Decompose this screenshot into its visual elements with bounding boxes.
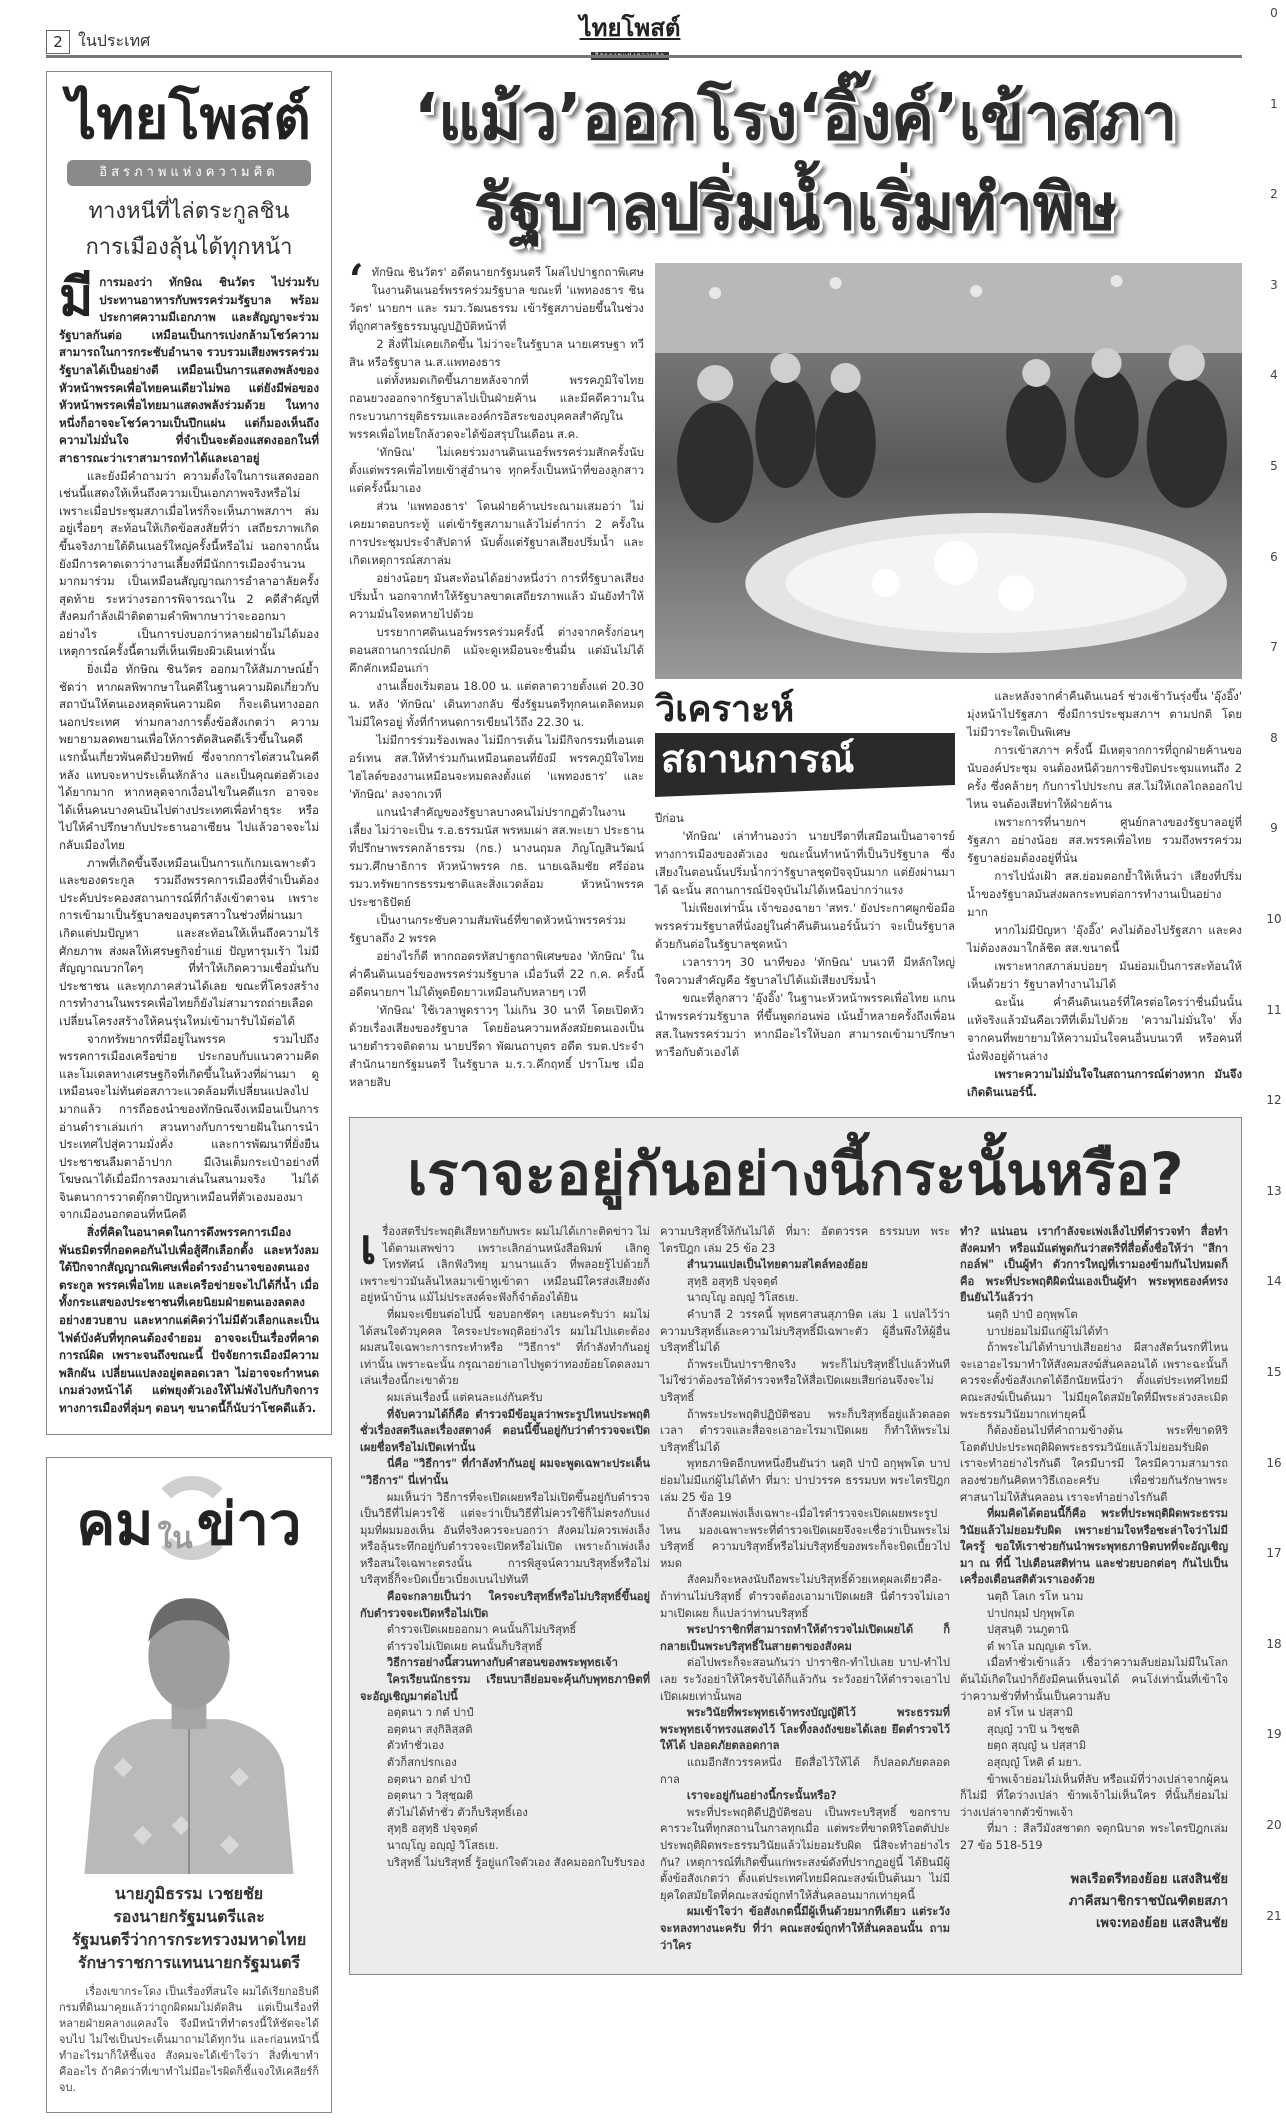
ruler-mark: 10 (1266, 912, 1282, 926)
column-headline: เราจะอยู่กันอย่างนี้กระนั้นหรือ? (407, 1140, 1184, 1208)
paragraph: ตํ พาโล มญฺญเต รโห. (986, 1639, 1092, 1653)
paragraph: 'ทักษิณ' ไม่เคยร่วมงานดินเนอร์พรรคร่วมสักครั้งนับตั้งแต่พรรคเพื่อไทยเข้าสู่อำนาจ ทุกครั้งเป็นหน้าที่ของลูกสาว แต่ครั้งนี้มาเอง (349, 445, 644, 495)
logo-word: คม (76, 1489, 154, 1558)
paragraph: แกนนำสำคัญของรัฐบาลบางคนไม่ปรากฏตัวในงานเลี้ยง ไม่ว่าจะเป็น ร.อ.ธรรมนัส พรหมเผ่า สส.พะเยา ประธานที่ปรึกษาพรรคกล้าธรรม (กธ.) นางนฤมล ภิญโญสินวัฒน์ รมว.ศึกษาธิการ หัวหน้าพรรค กธ. นายเฉลิมชัย ศรีอ่อน รมว.ทรัพยากรธรรมชาติและสิ่งแวดล้อม หัวหน้าพรรคประชาธิปัตย์ (349, 805, 644, 909)
section-name: ในประเทศ (78, 31, 151, 50)
paragraph: ส่วน 'แพทองธาร' โดนฝ่ายค้านประณามเสมอว่า ไม่เคยมาตอบกระทู้ แต่เข้ารัฐสภามาแล้วไม่ต่ำกว่า 2 ครั้งในการประชุมประจำสัปดาห์ นับตั้งแต่รัฐบาลเสียงปริ่มน้ำ และเกิดเหตุการณ์สภาล่ม (349, 499, 644, 567)
ruler-mark: 15 (1266, 1365, 1282, 1379)
paragraph: ไม่เพียงเท่านั้น เจ้าของฉายา 'สทร.' ยังประกาศผูกข้อมือพรรคร่วมรัฐบาลที่นั่งอยู่ในค่ำคืนดินเนอร์นั้นว่า จะเป็นรัฐบาลด้วยกันต่อในรัฐบาลชุดหน้า (655, 901, 955, 951)
paragraph: บรรยากาศดินเนอร์พรรคร่วมครั้งนี้ ต่างจากครั้งก่อนๆ ตอนสถานการณ์ปกติ แม้จะดูเหมือนจะชื่นมื่น แต่มันไม่ได้คึกคักเหมือนเก่า (349, 625, 644, 675)
ruler-mark: 0 (1270, 6, 1278, 20)
caption-line: รักษาราชการแทนนายกรัฐมนตรี (77, 1952, 301, 1972)
paragraph: อตฺตนา อกตํ ปาปํ (386, 1772, 471, 1786)
paragraph: เมื่อทำชั่วเข้าแล้ว เชื่อว่าความลับย่อมไม่มีในโลก ต้นไม้เกิดในป่าก็ยังมีคนเห็นจนได้ คนโง่เท่านั้นที่เข้าใจว่าความชั่วที่ทำนั้นเป็นความลับ (960, 1656, 1228, 1703)
paragraph: ไม่มีการร่วมร้องเพลง ไม่มีการเต้น ไม่มีกิจกรรมที่เอนเตอร์เทน สส.ให้ทำร่วมกันเหมือนตอนที่ยังมี พรรคภูมิใจไทย ไฮไลต์ของงานเหมือนจะหมดลงตั้งแต่ 'แพทองธาร' และ 'ทักษิณ' ลงจากเวที (349, 733, 644, 801)
caption-line: นายภูมิธรรม เวชยชัย (114, 1883, 264, 1903)
paragraph: อย่างไรก็ดี หากถอดรหัสปาฐกถาพิเศษของ 'ทักษิณ' ในค่ำคืนดินเนอร์ของพรรคร่วมรัฐบาล เมื่อวันที่ 22 ก.ค. ครั้งนี้ อดีตนายกฯ ไม่ได้พูดยืดยาวเหมือนกับหลายๆ เวที (349, 949, 644, 999)
paragraph-list (660, 1224, 950, 1954)
paragraph: แต่ทั้งหมดเกิดขึ้นภายหลังจากที่ พรรคภูมิใจไทย ถอนยวงออกจากรัฐบาลไปเป็นฝ่ายค้าน และมีคดีความในกระบวนการยุติธรรมและองค์กรอิสระของบุคคลสำคัญในพรรคเพื่อไทยใกล้งวดจะได้ข้อสรุปในเดือน ส.ค. (349, 373, 644, 441)
caption-line: รัฐมนตรีว่าการกระทรวงมหาดไทย (71, 1929, 307, 1949)
paragraph: สุทฺธิ อสุทฺธิ ปจฺจตฺตํ (386, 1822, 478, 1836)
paragraph: ถ้าสังคมเพ่งเล็งเฉพาะ-เมื่อไรตำรวจจะเปิดเผยพระรูปไหน มองเฉพาะพระที่ตำรวจเปิดเผยจึงจะเชื่อว่าเป็นพระไม่บริสุทธิ์ ความบริสุทธิ์หรือไม่บริสุทธิ์ของพระก็จะบิดเบี้ยวไปหมด (660, 1507, 950, 1570)
paragraph: การไปนั่งเฝ้า สส.ย่อมตอกย้ำให้เห็นว่า เสียงที่ปริ่มน้ำของรัฐบาลมันส่งผลกระทบต่อการทำงานเป็นอย่างมาก (967, 869, 1242, 919)
paragraph: นาญฺโญ อญฺญํ วิโสธเย. (686, 1291, 799, 1305)
paragraph: นี่คือ "วิธีการ" ที่กำลังทำกันอยู่ ผมจะพูดเฉพาะประเด็น "วิธีการ" นี่เท่านั้น (360, 1457, 650, 1487)
caption-line: รองนายกรัฐมนตรีและ (113, 1906, 265, 1926)
ruler-mark: 13 (1266, 1183, 1282, 1198)
ruler-mark: 4 (1270, 368, 1278, 383)
ruler-mark: 20 (1266, 1818, 1282, 1832)
paragraph: ที่ผมคิดได้ตอนนี้ก็คือ พระที่ประพฤติผิดพระธรรมวินัยแล้วไม่ยอมรับผิด เพราะย่ามใจหรือชะล่าใจว่าไม่มีใครรู้ ขอให้เราช่วยกันนำพระพุทธภาษิตบทที่จะอัญเชิญมา ณ ที่นี้ ไปเตือนสติท่าน และช่วยบอกต่อๆ กันไปเป็นเครื่องเตือนสติตัวเราเองด้วย (960, 1507, 1228, 1587)
quote-mark-icon: ‘ (349, 255, 364, 304)
paragraph: บริสุทธิ์ ไม่บริสุทธิ์ รู้อยู่แก่ใจตัวเอง สังคมออกใบรับรอง (386, 1855, 645, 1869)
paragraph-list (655, 809, 955, 1061)
paragraph: อหํ รโห น ปสฺสามิ (986, 1706, 1074, 1720)
logo-word: ใน (157, 1520, 193, 1556)
paragraph-list (960, 1224, 1228, 1855)
paragraph: และยังมีคำถามว่า ความตั้งใจในการแสดงออกเช่นนี้แสดงให้เห็นถึงความเป็นเอกภาพจริงหรือไม่ เพราะเมื่อประชุมสภาเมื่อไหร่ก็จะเห็นภาพสภาฯ ล่มอยู่เรื่อยๆ สะท้อนให้เกิดข้อสงสัยที่ว่า เสถียรภาพเกิดขึ้นจริงภายใต้ดินเนอร์ใหญ่ครั้งนี้หรือไม่ นอกจากนั้นยังมีการคาดเดาว่างานเลี้ยงที่มีนักการเมืองจำนวนมากมาร่วม เป็นเหมือนสัญญาณการอำลาอาลัยครั้งสุดท้าย ระหว่างรอการพิจารณาใน 2 คดีสำคัญที่สังคมกำลังเฝ้าติดตามคำพิพากษาว่าจะออกมาอย่างไร เป็นการบ่งบอกว่าหลายฝ่ายไม่ได้มองเหตุการณ์ครั้งนี้ตามที่เห็นเพียงผิวเผินเท่านั้น (59, 468, 319, 659)
paragraph: พระปาราชิกที่สามารถทำให้ตำรวจไม่เปิดเผยได้ ก็กลายเป็นพระบริสุทธิ์ในสายตาของสังคม (660, 1623, 950, 1653)
paragraph: ใครเรียนนักธรรม เรียนบาลีย่อมจะคุ้นกับพุทธภาษิตที่จะอัญเชิญมาต่อไปนี้ (360, 1673, 650, 1703)
page-layout (46, 0, 1242, 2113)
paragraph: ปสฺสนฺติ วนภูตานิ (986, 1623, 1069, 1637)
ruler-mark: 12 (1266, 1093, 1282, 1108)
ruler-mark: 11 (1266, 1002, 1282, 1017)
page-number: 2 (46, 30, 70, 54)
paragraph: และหลังจากค่ำคืนดินเนอร์ ช่วงเช้าวันรุ่งขึ้น 'อุ๊งอิ๊ง' มุ่งหน้าไปรัฐสภา ซึ่งมีการประชุมสภาฯ ตามปกติ โดยไม่มีวาระใดเป็นพิเศษ (967, 689, 1242, 739)
ruler-mark: 1 (1270, 96, 1278, 111)
paragraph: การมองว่า ทักษิณ ชินวัตร ไปร่วมรับประทานอาหารกับพรรคร่วมรัฐบาล พร้อมประกาศความมีเอกภาพ และสัญญาจะร่วมรัฐบาลกันต่อ เหมือนเป็นการเบ่งกล้ามโชว์ความสามารถในการกระชับอำนาจ รวบรวมเสียงพรรคร่วมรัฐบาลได้เป็นอย่างดี เหมือนเป็นการแสดงพลังของหัวหน้าพรรคเพื่อไทยคนเดียวไม่พอ แต่ยังมีพ่อของหัวหน้าพรรคเพื่อไทยมาแสดงพลังร่วมด้วย ในทางหนึ่งก็อาจจะโชว์ความเป็นปึกแผ่น แต่ก็มองเห็นถึงความไม่มั่นใจ ที่จำเป็นจะต้องแสดงออกในที่สาธารณะว่าเราสามารถทำได้และเอาอยู่ (59, 275, 319, 465)
masthead-title: ไทยโพสต์ (579, 14, 681, 42)
paragraph: ตัวไม่ได้ทำชั่ว ตัวก็บริสุทธิ์เอง (386, 1805, 528, 1819)
editorial-title (59, 194, 319, 266)
paragraph-list (967, 687, 1242, 1101)
kom-nai-khao-box (46, 1457, 332, 2113)
ruler-mark: 19 (1266, 1727, 1282, 1742)
paragraph: ผมเข้าใจว่า ข้อสังเกตนี้มีผู้เห็นด้วยมากทีเดียว แต่ระวังจะหลงทางนะครับ ที่ว่า คณะสงฆ์ถูกทำให้สั่นคลอนนั้น ถามว่าใคร (660, 1905, 950, 1952)
headline-line: รัฐบาลปริ่มน้ำเริ่มทำพิษ (473, 171, 1118, 245)
paragraph: งานเลี้ยงเริ่มตอน 18.00 น. แต่ตลาดวายตั้งแต่ 20.30 น. หลัง 'ทักษิณ' เดินทางกลับ ซึ่งรัฐมนตรีทุกคนเตลิดหมดไม่มีใครอยู่ ทั้งที่กำหนดการเขียนไว้ถึง 22.30 น. (349, 679, 644, 729)
paragraph: 'ทักษิณ' เล่าทำนองว่า นายปรีดาที่เสมือนเป็นอาจารย์ทางการเมืองของตัวเอง ขณะนั้นทำหน้าที่เป็นวิปรัฐบาล ซึ่งเสียงในตอนนั้นปริ่มน้ำกว่ารัฐบาลชุดปัจจุบันมาก แต่ยังผ่านมาได้ ฉะนั้น สถานการณ์ปัจจุบันไม่ได้เหนือบ่ากว่าแรง (655, 829, 955, 897)
paragraph: การเข้าสภาฯ ครั้งนี้ มีเหตุจากการที่ถูกฝ่ายค้านขอนับองค์ประชุม จนต้องหนีด้วยการชิงปิดประชุมแทนถึง 2 ครั้ง ซึ่งคล้ายๆ กับการไปประกบ สส.ไม่ให้เถลไถลออกไปไหน จนต้องเสียท่าให้ฝ่ายค้าน (967, 743, 1242, 811)
editorial-box (46, 71, 332, 1435)
paragraph: อตฺตนา ว วิสุชฺฌติ (386, 1789, 473, 1803)
paragraph: ยตฺถ สุญฺญํ น ปสฺสามิ (986, 1739, 1087, 1753)
ruler-mark: 9 (1270, 821, 1278, 836)
paragraph: ภาพที่เกิดขึ้นจึงเหมือนเป็นการแก้เกมเฉพาะตัวและของตระกูล รวมถึงพรรคการเมืองที่จำเป็นต้องประคับประคองสถานการณ์ที่กำลังเข้าตาจน เพราะการเข้ามาเป็นรัฐบาลของบุตรสาวในช่วงที่ผ่านมาเกิดแต่ปมปัญหา และสะท้อนให้เห็นถึงความไร้ศักยภาพ ส่งผลให้เศรษฐกิจย่ำแย่ ปัญหารุมเร้า ไม่มีสัญญาณบวกใดๆ ที่ทำให้เกิดความเชื่อมั่นกับประชาชน และทุกภาคส่วนได้เลย ขณะที่โครงสร้างการทำงานในพรรคเพื่อไทยก็ยังไม่สามารถถ่ายเลือด เปลี่ยนโครงสร้างให้คนรุ่นใหม่เข้ามารับไม้ต่อได้ (59, 855, 319, 1028)
analysis-label (655, 687, 955, 797)
ruler-mark: 16 (1266, 1455, 1282, 1470)
ruler-mark: 2 (1270, 187, 1278, 202)
paragraph: รื่องสตรีประพฤติเสียหายกับพระ ผมไม่ได้เกาะติดข่าว ไม่ได้ตามเสพข่าว เพราะเลิกอ่านหนังสือพิมพ์ เลิกดูโทรทัศน์ เลิกฟังวิทยุ มานานแล้ว ที่พลอยรู้ไปด้วยก็เพราะข่าวมันล้นไหลมาเข้าหูเข้าตา เหมือนมีใครส่งเสียงดังอยู่หน้าบ้าน แม้ไม่ประสงค์จะฟังก็จำต้องได้ยิน (360, 1225, 650, 1305)
paragraph: พระที่ประพฤติดีปฏิบัติชอบ เป็นพระบริสุทธิ์ ขอกราบคารวะในที่ทุกสถานในกาลทุกเมื่อ แต่พระที่ขาดหิริโอตตัปปะประพฤติผิดพระธรรมวินัยแล้วไม่ยอมรับผิด นี่สิจะทำอย่างไรกัน? เหตุการณ์ที่เกิดขึ้นแก่พระสงฆ์ดังที่ปรากฏอยู่นี้ ได้ยินมีผู้ตั้งข้อสังเกตว่า ตั้งแต่ประเทศไทยมีคณะสงฆ์เป็นต้นมา ไม่มียุคใดสมัยใดที่คณะสงฆ์ถูกทำให้สั่นคลอนมากเท่ายุคนี้ (660, 1805, 950, 1902)
paragraph: เราจะอยู่กันอย่างนี้กระนั้นหรือ? (686, 1789, 837, 1803)
paragraph: เวลาราวๆ 30 นาทีของ 'ทักษิณ' บนเวที มีหลักใหญ่ใจความสำคัญคือ รัฐบาลไปได้แม้เสียงปริ่มน้ำ (655, 955, 955, 987)
thaipost-logo: ไทยโพสต์ (67, 84, 311, 152)
quote-text (59, 1984, 319, 2096)
paragraph-list (349, 255, 644, 1091)
paragraph: เป็นงานกระชับความสัมพันธ์ที่ขาดหัวหน้าพรรคร่วมรัฐบาลถึง 2 พรรค (349, 913, 626, 945)
analysis-label-line1: วิเคราะห์ (655, 689, 795, 730)
paragraph: ขณะที่ลูกสาว 'อุ๊งอิ๊ง' ในฐานะหัวหน้าพรรคเพื่อไทย แกนนำพรรคร่วมรัฐบาล ที่ขึ้นพูดก่อนพ่อ เน้นย้ำหลายครั้งถึงเพื่อน สส.ในพรรคร่วมว่า หากมีอะไรให้บอก สามารถเข้ามาปรึกษาหารือกับตัวเองได้ (655, 991, 955, 1059)
paragraph: อตฺตนา ว กตํ ปาปํ (386, 1706, 474, 1720)
paragraph: ที่ผมจะเขียนต่อไปนี้ ขอบอกชัดๆ เลยนะครับว่า ผมไม่ได้สนใจตัวบุคคล ใครจะประพฤติอย่างไร ผมไม่ไปแตะต้อง ผมสนใจเฉพาะการกระทำหรือ "วิธีการ" ที่กำลังทำกันอยู่เท่านั้น เพราะฉะนั้น กรุณาอย่าเอาไปพูดว่าทองย้อยโดดลงมาเล่นเรื่องนี้กะเขาด้วย (360, 1307, 650, 1388)
byline-line: ภาคีสมาชิกราชบัณฑิตยสภา (1068, 1893, 1228, 1909)
ruler-mark: 18 (1266, 1636, 1282, 1651)
paragraph: อตฺตนา สงฺกิลิสฺสติ (386, 1722, 473, 1736)
paragraph: นาญฺโญ อญฺญํ วิโสธเย. (386, 1838, 499, 1852)
paragraph: ความบริสุทธิ์ให้กันไม่ได้ ที่มา: อัตตวรรค ธรรมบท พระไตรปิฎก เล่ม 25 ข้อ 23 (660, 1225, 950, 1255)
paragraph: เพราะการที่นายกฯ ศูนย์กลางของรัฐบาลอยู่ที่รัฐสภา อย่างน้อย สส.พรรคเพื่อไทย รวมถึงพรรคร่วมรัฐบาลย่อมต้องอยู่ที่นั่น (967, 815, 1242, 865)
story-column-2 (655, 809, 955, 1061)
ruler-mark: 3 (1270, 277, 1278, 292)
paragraph: ตัวทำชั่วเอง (386, 1739, 444, 1753)
paragraph: ปาปกมฺมํ ปกุพฺพโต (986, 1606, 1075, 1620)
paragraph: นตฺถิ ปาปํ อกุพฺพโต (986, 1307, 1078, 1321)
paragraph-list (360, 1219, 650, 1871)
portrait-photo (61, 1574, 317, 1874)
paragraph: นตฺถิ โลเก รโห นาม (986, 1590, 1084, 1604)
logo-tagline: อิสรภาพแห่งความคิด (67, 160, 311, 186)
paragraph: ยิ่งเมื่อ ทักษิณ ชินวัตร ออกมาให้สัมภาษณ์ย้ำชัดว่า หากผลพิพากษาในคดีในฐานความผิดเกี่ยวกับสถาบันให้ตนเองหลุดพ้นความผิด ก็จะเดินทางออกนอกประเทศ ท่ามกลางการตั้งข้อสังเกตว่า ความพยายามลดพยานเพื่อให้การตัดสินคดีเร็วขึ้นในคดีแรกนั้นเกี่ยวพันคดีป่วยทิพย์ ซึ่งจากการไต่สวนในคดีหลัง แทบจะหาประเด็นหักล้าง และเป็นคุณต่อตัวเองได้ยากมาก หากหลุดจากเงื่อนไขในคดีแรก อาจจะได้เห็นคนบางคนบินไปต่างประเทศเพื่อทำธุระ หรือไปให้คำปรึกษากับประธานอาเซียน ไปแล้วอาจจะไม่กลับเมืองไทย (59, 662, 319, 852)
paragraph: เพราะหากสภาล่มบ่อยๆ มันย่อมเป็นการสะท้อนให้เห็นด้วยว่า รัฐบาลทำงานไม่ได้ (967, 959, 1242, 991)
paragraph: สุญฺญํ วาปิ น วิชฺชติ (986, 1722, 1080, 1736)
paragraph-list (59, 268, 319, 1418)
paragraph: จากทรัพยากรที่มีอยู่ในพรรค รวมไปถึงพรรคการเมืองเครือข่าย ประกอบกับแนวความคิด และโมเดลทางเศรษฐกิจที่เกิดขึ้นในห้วงที่ผ่านมา ดูเหมือนจะไม่ทันต่อสภาวะแวดล้อมที่เปลี่ยนแปลงไปมากแล้ว การถือธงนำของทักษิณจึงเหมือนเป็นการอ่านตำราเล่มเก่า สวนทางกับการขายฝันในการนำประเทศไปสู่ความมั่งคั่ง และการพัฒนาที่ยั่งยืน ประชาชนลืมตาอ้าปาก มีเงินเต็มกระเป๋าอย่างที่โฆษณาได้เมื่อมีการลงมาเล่นในสนามจริง ไม่ได้จินตนาการวาดตุ๊กตาปัญหาเหมือนที่ตัวเองมองมาจากเมืองนอกตอนที่หนีคดี (59, 1031, 319, 1222)
story-column-3 (967, 687, 1242, 1101)
main-story (349, 255, 1242, 1101)
byline-line: พลเรือตรีทองย้อย แสงสินชัย (1070, 1871, 1228, 1887)
headline-line: ‘แม้ว’ออกโรง‘อิ๊งค์’เข้าสภา (413, 81, 1178, 155)
label-wedge (655, 785, 955, 797)
paragraph: อย่างน้อยๆ มันสะท้อนได้อย่างหนึ่งว่า การที่รัฐบาลเสียงปริ่มน้ำ นอกจากทำให้รัฐบาลขาดเสถียรภาพแล้ว มันยังทำให้ความมั่นใจหดหายไปด้วย (349, 571, 644, 621)
editorial-body (59, 268, 319, 1418)
dinner-party-photo (655, 263, 1242, 679)
story-column-1 (349, 255, 644, 1091)
byline-line: เพจ:ทองย้อย แสงสินชัย (1095, 1915, 1228, 1931)
paragraph: ถ้าพระประพฤติปฏิบัติชอบ พระก็บริสุทธิ์อยู่แล้วตลอดเวลา ตำรวจและสื่อจะเอาอะไรมาเปิดเผย ก็ทำให้พระไม่บริสุทธิ์ไม่ได้ (660, 1407, 950, 1454)
paragraph: บาปย่อมไม่มีแก่ผู้ไม่ได้ทำ (986, 1324, 1109, 1338)
paragraph: ทักษิณ ชินวัตร' อดีตนายกรัฐมนตรี โผล่ไปปาฐกถาพิเศษ ในงานดินเนอร์พรรคร่วมรัฐบาล ขณะที่ 'แพทองธาร ชินวัตร' นายกฯ และ รมว.วัฒนธรรม เข้ารัฐสภาบ่อยขึ้นในช่วงที่ถูกศาลรัฐธรรมนูญปฏิบัติหน้าที่ (349, 265, 644, 333)
left-column (46, 71, 332, 2113)
paragraph: สิ่งที่คิดในอนาคตในการดึงพรรคการเมืองพันธมิตรที่กอดคอกันไปเพื่อสู้ศึกเลือกตั้ง และหวังลมใต้ปีกจากสัญญาณพิเศษเพื่อดำรงอำนาจของตนเอง ตระกูล พรรคเพื่อไทย และเครือข่ายจะไปได้กี่น้ำ เมื่อทั้งกระแสของประชาชนที่เคยนิยมฝ่ายตนเองลดลงอย่างฮวบฮาบ และหากแต่คิดว่าไม่มีตัวเลือกและเป็นไฟต์บังคับที่ทุกคนต้องจำยอม อาจจะเป็นเรื่องที่คาดการณ์ผิด เพราะจนถึงขณะนี้ ปัจจัยการเมืองมีความพลิกผัน เปลี่ยนแปลงอยู่ตลอดเวลา ไม่อาจจะกำหนดเกมล่วงหน้าได้ แต่พยุงตัวเองให้ไม่พังไปกับกิจการทางการเมืองที่ลุ่มๆ ดอนๆ ขนาดนี้ก็นับว่าโชคดีแล้ว. (59, 1225, 319, 1415)
kom-nai-khao-logo (59, 1472, 319, 1564)
ruler-mark: 21 (1266, 1908, 1282, 1923)
analysis-label-line2: สถานการณ์ (655, 733, 955, 785)
story-column-2-wrap (655, 687, 955, 1061)
paragraph: ทำ? แน่นอน เรากำลังจะเพ่งเล็งไปที่ตำรวจทำ สื่อทำ สังคมทำ หรือแม้แต่พูดกันว่าสตรีที่สื่อตั้งชื่อให้ว่า "สีกากอล์ฟ" เป็นผู้ทำ ตัวการใหญ่ที่เรามองข้ามกันไปหมดก็คือ พระที่ประพฤติผิดนั่นเองเป็นผู้ทำ พระพุทธองค์ทรงยืนยันไว้แล้วว่า (960, 1225, 1228, 1305)
drop-cap: เ (360, 1219, 377, 1275)
paragraph: เพราะความไม่มั่นใจในสถานการณ์ต่างหาก มันจึงเกิดดินเนอร์นี้. (967, 1067, 1242, 1099)
title-line: การเมืองลุ้นได้ทุกหน้า (85, 235, 293, 260)
paragraph: สังคมก็จะหลงนับถือพระไม่บริสุทธิ์ด้วยเหตุผลเดียวคือ-ถ้าท่านไม่บริสุทธิ์ ตำรวจต้องเอามาเปิดเผยสิ นี่ตำรวจไม่เอามาเปิดเผย ก็แปลว่าท่านบริสุทธิ์ (660, 1573, 950, 1620)
paragraph: คือจะกลายเป็นว่า ใครจะบริสุทธิ์หรือไม่บริสุทธิ์ขึ้นอยู่กับตำรวจจะเปิดหรือไม่เปิด (360, 1590, 650, 1620)
main-headline (349, 73, 1242, 253)
paragraph: 2 สิ่งที่ไม่เคยเกิดขึ้น ไม่ว่าจะในรัฐบาล นายเศรษฐา ทวีสิน หรือรัฐบาล น.ส.แพทองธาร (349, 337, 644, 369)
paragraph: ที่จับความได้ก็คือ ตำรวจมีข้อมูลว่าพระรูปไหนประพฤติชั่วเรื่องสตรีและเรื่องสตางค์ ตอนนี้ขึ้นอยู่กับว่าตำรวจจะเปิดเผยชื่อหรือไม่เปิดเท่านั้น (360, 1407, 650, 1454)
opinion-column-box (349, 1117, 1242, 1975)
column-text-1 (360, 1219, 650, 1871)
author-byline (960, 1869, 1228, 1935)
paragraph: ตำรวจเปิดเผยออกมา คนนั้นก็ไม่บริสุทธิ์ (386, 1623, 577, 1637)
ruler-mark: 14 (1266, 1274, 1282, 1289)
ruler-mark: 7 (1270, 640, 1278, 655)
paragraph: ก็ต้องย้อนไปที่คำถามข้างต้น พระที่ขาดหิริโอตตัปปะประพฤติผิดพระธรรมวินัยแล้วไม่ยอมรับผิด เราจะทำอย่างไรกันดี ใครมีบารมี ใครมีความสามารถ ลองช่วยกันคิดหาวิธีเถอะครับ เพื่อช่วยกันรักษาพระศาสนาไม่ให้สั่นคลอน เราจะทำอย่างไรกันดี (960, 1424, 1228, 1504)
drop-cap: มี (59, 268, 94, 328)
column-text-2 (660, 1224, 950, 1954)
paragraph: วิธีการอย่างนี้สวนทางกับคำสอนของพระพุทธเจ้า (386, 1656, 618, 1670)
paragraph: สุทฺธิ อสุทฺธิ ปจฺจตฺตํ (686, 1274, 778, 1288)
paragraph: ตำรวจไม่เปิดเผย คนนั้นก็บริสุทธิ์ (386, 1639, 543, 1653)
quote-paragraph: เรื่องเขากระโดง เป็นเรื่องที่สนใจ ผมได้เรียกอธิบดีกรมที่ดินมาคุยแล้วว่าถูกผิดผมไม่ตัดสิน แต่เป็นเรื่องที่หลายฝ่ายคลางแคลงใจ จึงมีหน้าที่ทำตรงนี้ให้ชัดจะได้จบไป ไม่ใช่เป็นประเด็นมาถามได้ทุกวัน และก่อนหน้านี้ทำอะไรมาก็ให้ชี้แจง สังคมจะได้เข้าใจว่า สิ่งที่เขาทำคืออะไร ถ้าคิดว่าที่เขาทำไม่มีอะไรผิดก็ชี้แจงให้เคลียร์ก็จบ. (59, 1984, 319, 2094)
paragraph: ปีก่อน (655, 811, 684, 825)
paragraph: ผมเล่นเรื่องนี้ แต่คนละแง่กันครับ (386, 1390, 543, 1404)
story-right (655, 263, 1242, 1101)
paragraph: ถ้าพระเป็นปาราชิกจริง พระก็ไม่บริสุทธิ์ไปแล้วทันที ไม่ใช่ว่าต้องรอให้ตำรวจหรือให้สื่อเปิดเผยเสียก่อนจึงจะไม่บริสุทธิ์ (660, 1357, 950, 1404)
title-line: ทางหนีที่ไล่ตระกูลชิน (88, 199, 290, 224)
paragraph: ถ้าพระไม่ได้ทำบาปเสียอย่าง ผีสางสัตว์นรกที่ไหนจะเอาอะไรมาทำให้สังคมสงฆ์สั่นคลอนได้ เพราะฉะนั้นก็ควรจะตั้งข้อสังเกตได้อีกนัยหนึ่งว่า ตั้งแต่ประเทศไทยมีคณะสงฆ์เป็นต้นมา ไม่มียุคใดสมัยใดที่มีพระล่วงละเมิดพระธรรมวินัยมากเท่ายุคนี้ (960, 1341, 1228, 1421)
ruler-mark: 8 (1270, 730, 1278, 745)
ruler-mark: 6 (1270, 549, 1278, 564)
paragraph: พระวินัยที่พระพุทธเจ้าทรงบัญญัติไว้ พระธรรมที่พระพุทธเจ้าทรงแสดงไว้ โละทิ้งลงถังขยะได้เลย ยึดตำรวจไว้ให้ได้ ปลอดภัยตลอดกาล (660, 1706, 950, 1753)
column-text-columns (360, 1219, 1231, 1954)
scan-ruler (1262, 0, 1286, 2123)
story-right-columns (655, 687, 1242, 1101)
portrait-caption (59, 1882, 319, 1974)
paragraph: ฉะนั้น ค่ำคืนดินเนอร์ที่ใครต่อใครว่าชื่นมื่นนั้น แท้จริงแล้วมันคือเวทีที่เต็มไปด้วย 'ความไม่มั่นใจ' ทั้งจากคนที่พยายามให้ความมั่นใจคนอื่นบนเวที หรือคนที่นั่งฟังอยู่ด้านล่าง (967, 995, 1242, 1063)
paragraph: 'ทักษิณ' ใช้เวลาพูดราวๆ ไม่เกิน 30 นาที โดยเปิดหัวด้วยเรื่องเสียงของรัฐบาล โดยย้อนความหลังสมัยตนเองเป็นนายตำรวจติดตาม นายปรีดา พัฒนถาบุตร อดีต รมต.ประจำสำนักนายกรัฐมนตรี ในรัฐบาล ม.ร.ว.คึกฤทธิ์ ปราโมช เมื่อหลายสิบ (349, 1003, 644, 1089)
paragraph: แถมอีกสักวรรคหนึ่ง ยึดสื่อไว้ให้ได้ ก็ปลอดภัยตลอดกาล (660, 1756, 950, 1786)
paragraph: สำนวนแปลเป็นไทยตามสไตล์ทองย้อย (686, 1258, 868, 1272)
paragraph: คำบาลี 2 วรรคนี้ พุทธศาสนสุภาษิต เล่ม 1 แปลไว้ว่า ความบริสุทธิ์และความไม่บริสุทธิ์มีเฉพาะตัว ผู้อื่นพึงให้ผู้อื่นบริสุทธิ์ไม่ได้ (660, 1307, 950, 1355)
ruler-mark: 17 (1266, 1546, 1282, 1561)
paragraph: พุทธภาษิตอีกบทหนึ่งยืนยันว่า นตฺถิ ปาปํ อกุพฺพโต บาปย่อมไม่มีแก่ผู้ไม่ได้ทำ ที่มา: ปาปวรรค ธรรมบท พระไตรปิฎกเล่ม 25 ข้อ 19 (660, 1457, 950, 1504)
right-area (349, 71, 1242, 1975)
paragraph: ที่มา : สีลวีมังสชาดก จตุกนิบาต พระไตรปิฎกเล่ม 27 ข้อ 518-519 (960, 1822, 1228, 1852)
column-text-3 (960, 1224, 1228, 1935)
logo-word: ข่าว (196, 1489, 302, 1558)
ruler-mark: 5 (1270, 459, 1278, 473)
paragraph: หากไม่มีปัญหา 'อุ๊งอิ๊ง' คงไม่ต้องไปรัฐสภา และคงไม่ต้องลงมาใกล้ชิด สส.ขนาดนี้ (967, 923, 1242, 955)
paragraph: ข้าพเจ้าย่อมไม่เห็นที่ลับ หรือแม้ที่ว่างเปล่าจากผู้คน ก็ไม่มี ที่ใดว่างเปล่า ข้าพเจ้าไม่เห็นใคร ที่นั้นก็ย่อมไม่ว่างเปล่าจากตัวข้าพเจ้า (960, 1772, 1228, 1819)
paragraph: ตัวก็สกปรกเอง (386, 1756, 457, 1769)
paragraph: ผมเห็นว่า วิธีการที่จะเปิดเผยหรือไม่เปิดขึ้นอยู่กับตำรวจเป็นวิธีที่ไม่ควรใช้ แต่จะว่าเป็นวิธีที่ไม่ควรใช้ก็ไม่ตรงกับแง่มุมที่ผมมองเห็น อันที่จริงควรจะบอกว่า สังคมไม่ควรเพ่งเล็งหรือลุ้นระทึกอยู่กับตำรวจจะเปิดหรือไม่เปิด เพราะถ้าเพ่งเล็งหรือสนใจเฉพาะตรงนั้น การพิสูจน์ความบริสุทธิ์หรือไม่บริสุทธิ์ก็จะบิดเบี้ยวเบี่ยงเบนไปทันที (360, 1490, 650, 1587)
paragraph: อสุญฺญํ โหติ ตํ มยา. (986, 1756, 1082, 1769)
paragraph: ต่อไปพระก็จะสอนกันว่า ปาราชิก-ทำไปเลย บาป-ทำไปเลย ระวังอย่าให้ใครจับได้ก็แล้วกัน ระวังอย่าให้ตำรวจเอาไปเปิดเผยเท่านั้นพอ (660, 1656, 950, 1703)
